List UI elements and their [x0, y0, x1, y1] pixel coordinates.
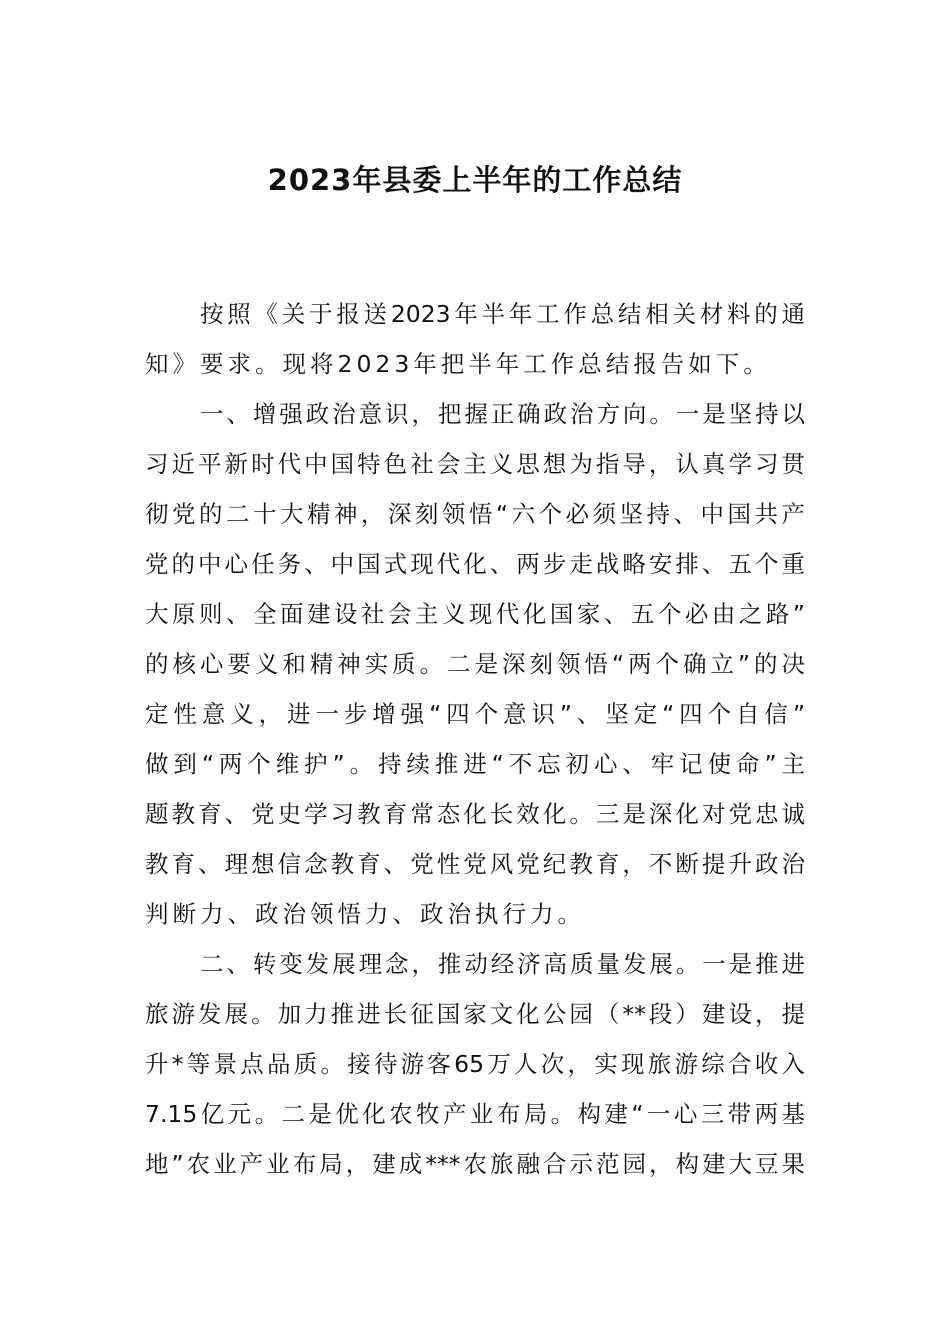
paragraph-section-2	[145, 943, 805, 1193]
text-line: 升*等景点品质。接待游客65万人次，实现旅游综合收入	[145, 1050, 805, 1078]
text-line: 做到“两个维护”。持续推进“不忘初心、牢记使命”主	[145, 750, 805, 778]
text-line: 党的中心任务、中国式现代化、两步走战略安排、五个重	[145, 550, 805, 578]
text-line: 定性意义，进一步增强“四个意识”、坚定“四个自信”	[145, 700, 805, 728]
text-line: 二、转变发展理念，推动经济高质量发展。一是推进	[200, 950, 805, 978]
text-line: 大原则、全面建设社会主义现代化国家、五个必由之路”	[145, 600, 805, 628]
text-line: 习近平新时代中国特色社会主义思想为指导，认真学习贯	[145, 450, 805, 478]
paragraph-section-1	[145, 393, 805, 943]
document-body	[145, 293, 805, 1193]
text-line: 地”农业产业布局，建成***农旅融合示范园，构建大豆果	[145, 1150, 805, 1178]
paragraph-intro	[145, 293, 805, 393]
text-line: 知》要求。现将2023年把半年工作总结报告如下。	[145, 350, 771, 378]
document-title: 2023年县委上半年的工作总结	[267, 163, 683, 197]
text-line: 教育、理想信念教育、党性党风党纪教育，不断提升政治	[145, 850, 805, 878]
text-line: 按照《关于报送2023年半年工作总结相关材料的通	[200, 300, 805, 328]
text-line: 判断力、政治领悟力、政治执行力。	[145, 900, 585, 928]
text-line: 题教育、党史学习教育常态化长效化。三是深化对党忠诚	[145, 800, 805, 828]
text-line: 彻党的二十大精神，深刻领悟“六个必须坚持、中国共产	[145, 500, 805, 528]
text-line: 一、增强政治意识，把握正确政治方向。一是坚持以	[200, 400, 805, 428]
text-line: 7.15亿元。二是优化农牧产业布局。构建“一心三带两基	[145, 1100, 805, 1128]
text-line: 旅游发展。加力推进长征国家文化公园（**段）建设，提	[145, 1000, 805, 1028]
text-line: 的核心要义和精神实质。二是深刻领悟“两个确立”的决	[145, 650, 805, 678]
